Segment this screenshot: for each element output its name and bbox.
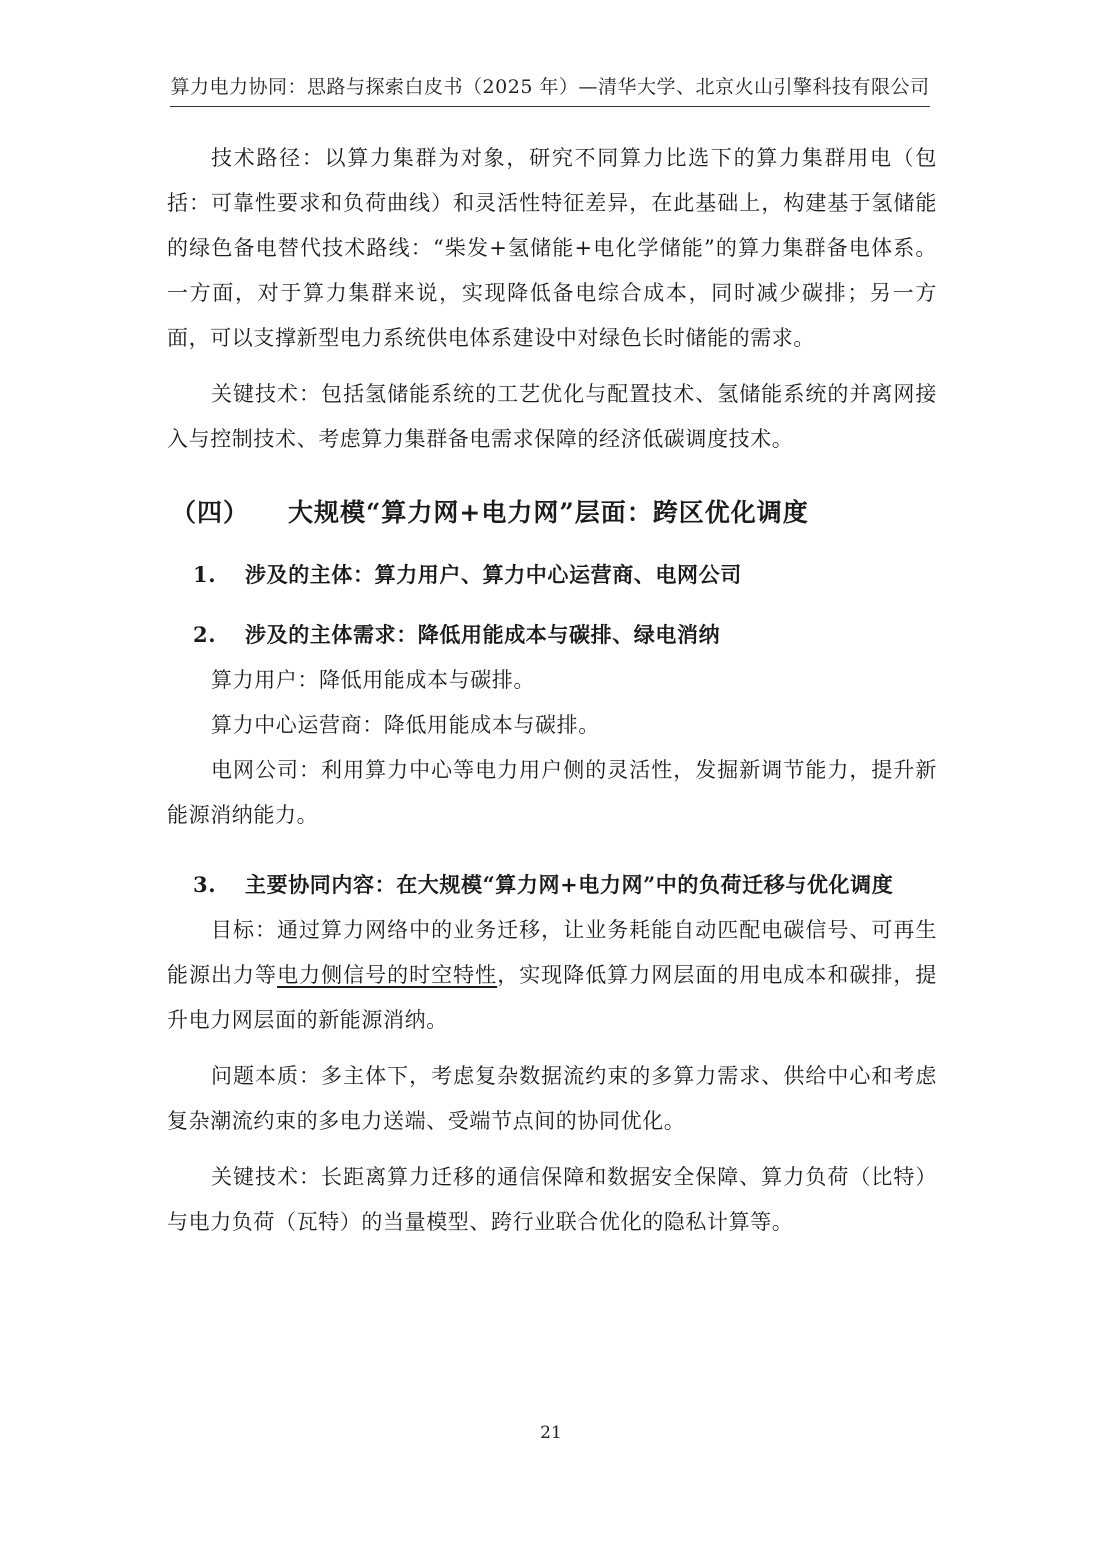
running-header-title: 算力电力协同：思路与探索白皮书（2025 年）—清华大学、北京火山引擎科技有限公司: [170, 76, 930, 98]
goal-paragraph: [167, 908, 937, 1043]
subheading-1-title: 涉及的主体：算力用户、算力中心运营商、电网公司: [245, 562, 742, 587]
section-heading: [167, 488, 937, 538]
problem-paragraph: 问题本质：多主体下，考虑复杂数据流约束的多算力需求、供给中心和考虑复杂潮流约束的多电力送端、受端节点间的协同优化。: [167, 1064, 937, 1133]
subheading-1: [167, 552, 937, 598]
subheading-3: [167, 862, 937, 908]
page-body: [167, 136, 937, 1245]
subheading-3-number: 3.: [193, 872, 217, 897]
need-line-operators: 算力中心运营商：降低用能成本与碳排。: [211, 713, 600, 737]
need-line-grid-company: 电网公司：利用算力中心等电力用户侧的灵活性，发掘新调节能力，提升新能源消纳能力。: [167, 758, 937, 827]
running-header: [170, 74, 930, 107]
goal-underlined-phrase: 电力侧信号的时空特性: [277, 963, 498, 987]
subheading-3-title: 主要协同内容：在大规模“算力网+电力网”中的负荷迁移与优化调度: [245, 872, 894, 897]
tech-path-paragraph: 技术路径：以算力集群为对象，研究不同算力比选下的算力集群用电（包括：可靠性要求和负荷曲线）和灵活性特征差异，在此基础上，构建基于氢储能的绿色备电替代技术路线：“柴发+氢储能+电化学储能”的算力集群备电体系。一方面，对于算力集群来说，实现降低备电综合成本，同时减少碳排；另一方面，可以支撑新型电力系统供电体系建设中对绿色长时储能的需求。: [167, 146, 937, 350]
need-line-compute-users: 算力用户：降低用能成本与碳排。: [211, 668, 535, 692]
section-number: （四）: [171, 498, 250, 527]
section-title: 大规模“算力网+电力网”层面：跨区优化调度: [288, 498, 809, 527]
page-number: 21: [540, 1423, 562, 1443]
subheading-2-number: 2.: [193, 622, 217, 647]
key-tech-paragraph: 关键技术：包括氢储能系统的工艺优化与配置技术、氢储能系统的并离网接入与控制技术、考虑算力集群备电需求保障的经济低碳调度技术。: [167, 382, 937, 451]
key-tech-paragraph-2: 关键技术：长距离算力迁移的通信保障和数据安全保障、算力负荷（比特）与电力负荷（瓦特）的当量模型、跨行业联合优化的隐私计算等。: [167, 1165, 937, 1234]
subheading-2: [167, 612, 937, 658]
subheading-2-title: 涉及的主体需求：降低用能成本与碳排、绿电消纳: [245, 622, 721, 647]
goal-text-end: ，实现降低算力网层面的用电成本和碳排，提升电力网层面的新能源消纳。: [167, 963, 938, 1032]
subheading-1-number: 1.: [193, 562, 217, 587]
goal-text-start: 目标：通过算力网络中的业务迁移，让业务耗能自动匹配电碳信号、可再生能源出力等: [167, 918, 937, 987]
